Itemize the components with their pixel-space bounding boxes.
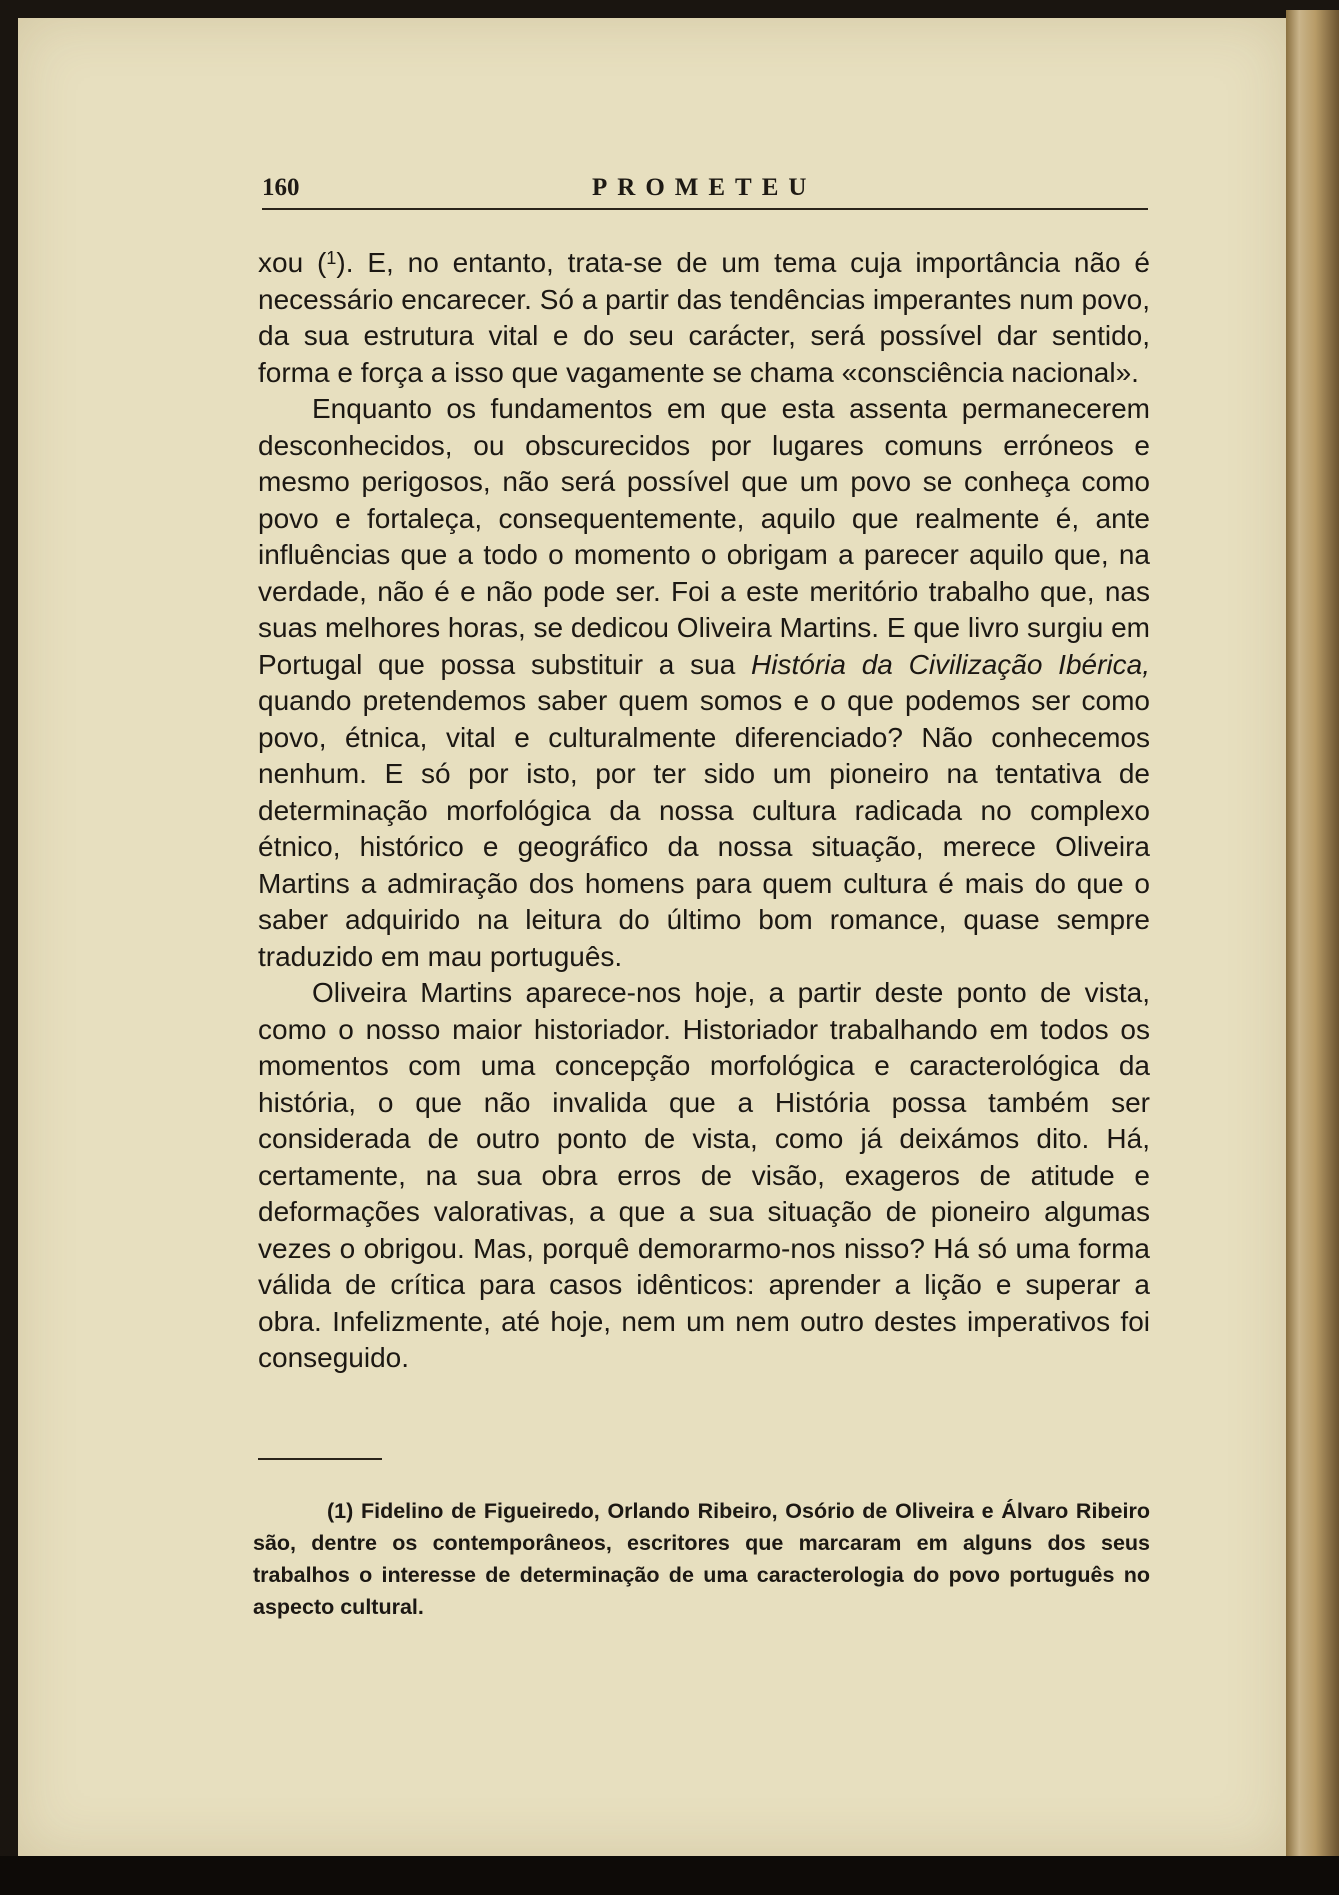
- book-title: História da Civilização Ibérica,: [751, 648, 1150, 680]
- footnote-rule: [258, 1458, 382, 1460]
- paragraph-1: [258, 245, 1150, 391]
- page-number: 160: [262, 174, 300, 201]
- paragraph-1-start: xou (: [258, 247, 327, 278]
- paragraph-1-rest: ). E, no entanto, trata-se de um tema cuja importância não é necessário encarecer. Só a partir das tendências imperantes num povo, da sua estrutura vital e do seu carácter, será possível dar sentido, forma e força a isso que vagamente se chama «consciência nacional».: [258, 247, 1150, 388]
- paragraph-2-start: Enquanto os fundamentos em que esta assenta permanecerem desconhecidos, ou obscurecidos por lugares comuns erróneos e mesmo perigosos, não será possível que um povo se conheça como povo e fortaleça, consequentemente, aquilo que realmente é, ante influências que a todo o momento o obrigam a parecer aquilo que, na verdade, não é e não pode ser. Foi a este meritório trabalho que, nas suas melhores horas, se dedicou Oliveira Martins. E que livro surgiu em Portugal que possa substituir a sua: [258, 393, 1150, 680]
- running-title: PROMETEU: [592, 174, 817, 201]
- footnote-reference: 1: [326, 247, 337, 268]
- footnote-marker: (1): [327, 1499, 354, 1523]
- facing-page-edge: [1286, 10, 1339, 1880]
- body-text: [258, 245, 1150, 1377]
- footnote-text: Fidelino de Figueiredo, Orlando Ribeiro, Osório de Oliveira e Álvaro Ribeiro são, dentre os contemporâneos, escritores que marcaram em alguns dos seus trabalhos o interesse de determinação de uma caracterologia do povo português no aspecto cultural.: [253, 1499, 1150, 1619]
- scan-bottom-edge: [0, 1856, 1339, 1895]
- paragraph-3: Oliveira Martins aparece-nos hoje, a partir deste ponto de vista, como o nosso maior historiador. Historiador trabalhando em todos os momentos com uma concepção morfológica e caracterológica da história, o que não invalida que a História possa também ser considerada de outro ponto de vista, como já deixámos dito. Há, certamente, na sua obra erros de visão, exageros de atitude e deformações valorativas, a que a sua situação de pioneiro algumas vezes o obrigou. Mas, porquê demorarmo-nos nisso? Há só uma forma válida de crítica para casos idênticos: aprender a lição e superar a obra. Infelizmente, até hoje, nem um nem outro destes imperativos foi conseguido.: [258, 977, 1150, 1373]
- page-header: [262, 174, 1148, 208]
- footnote-paragraph: [253, 1495, 1150, 1623]
- paragraph-2: [258, 391, 1150, 975]
- footnote: [253, 1495, 1150, 1623]
- header-rule: [262, 208, 1148, 210]
- paragraph-2-rest: quando pretendemos saber quem somos e o que podemos ser como povo, étnica, vital e culturalmente diferenciado? Não conhecemos nenhum. E só por isto, por ter sido um pioneiro na tentativa de determinação morfológica da nossa cultura radicada no complexo étnico, histórico e geográfico da nossa situação, merece Oliveira Martins a admiração dos homens para quem cultura é mais do que o saber adquirido na leitura do último bom romance, quase sempre traduzido em mau português.: [258, 685, 1150, 972]
